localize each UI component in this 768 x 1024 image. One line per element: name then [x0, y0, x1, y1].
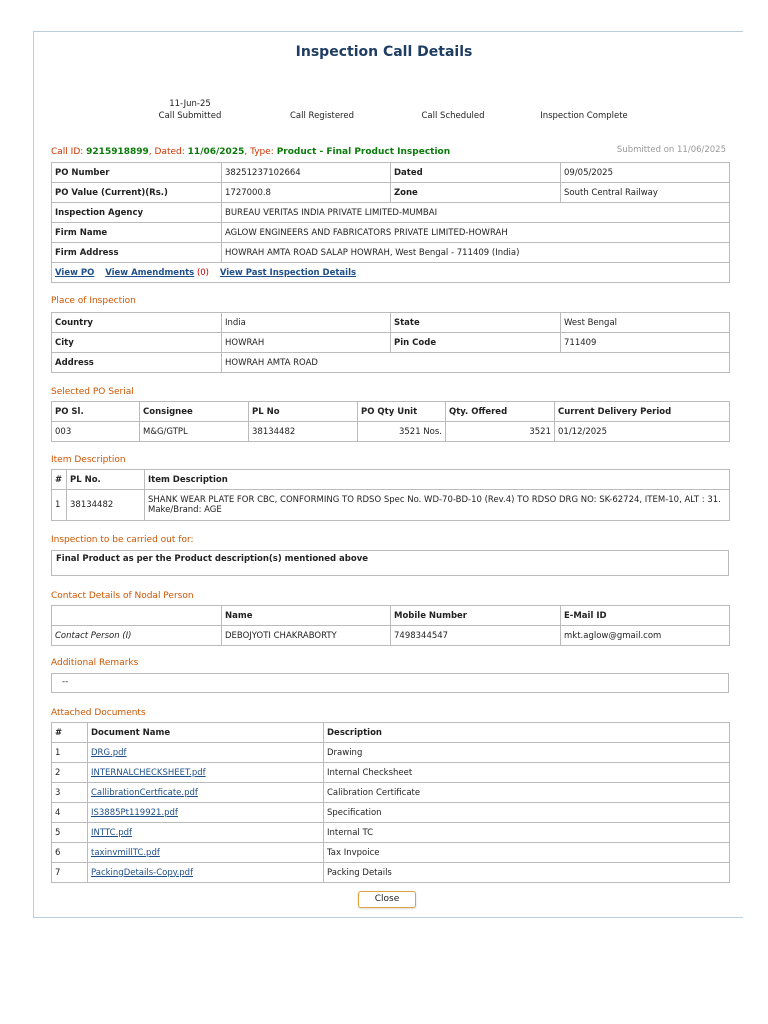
col-header: # — [52, 470, 67, 490]
doc-cell — [88, 843, 324, 863]
inspection-section-title: Inspection to be carried out for: — [51, 535, 194, 545]
doc-description: Specification — [324, 803, 730, 823]
close-button[interactable]: Close — [358, 891, 416, 908]
step-label: Call Scheduled — [421, 111, 485, 121]
step-date: 11-Jun-25 — [169, 99, 211, 109]
col-header: Qty. Offered — [446, 402, 555, 422]
step-date — [524, 99, 644, 111]
city: HOWRAH — [222, 333, 391, 353]
table-row — [52, 263, 730, 283]
contact-email: mkt.aglow@gmail.com — [561, 626, 730, 646]
po-value-label: PO Value (Current)(Rs.) — [52, 183, 222, 203]
po-sl: 003 — [52, 422, 140, 442]
item-pl-no: 38134482 — [67, 490, 145, 521]
doc-description: Internal TC — [324, 823, 730, 843]
table-row — [52, 223, 730, 243]
pin-label: Pin Code — [391, 333, 561, 353]
doc-index: 2 — [52, 763, 88, 783]
document-link[interactable]: INTTC.pdf — [91, 827, 133, 838]
col-header: Description — [324, 723, 730, 743]
remarks-section-title: Additional Remarks — [51, 658, 139, 668]
doc-cell — [88, 863, 324, 883]
submitted-on: Submitted on 11/06/2025 — [616, 145, 726, 155]
view-amendments-link[interactable]: View Amendments — [105, 267, 195, 278]
po-serial-table — [51, 401, 730, 442]
view-past-inspection-link[interactable]: View Past Inspection Details — [219, 267, 357, 278]
doc-index: 6 — [52, 843, 88, 863]
delivery-period: 01/12/2025 — [555, 422, 730, 442]
col-header: Document Name — [88, 723, 324, 743]
qty-offered: 3521 — [446, 422, 555, 442]
table-row — [52, 353, 730, 373]
agency-label: Inspection Agency — [52, 203, 222, 223]
doc-cell — [88, 783, 324, 803]
place-section-title: Place of Inspection — [51, 296, 136, 306]
col-header — [52, 606, 222, 626]
table-header-row — [52, 723, 730, 743]
table-row — [52, 823, 730, 843]
document-link[interactable]: INTERNALCHECKSHEET.pdf — [91, 767, 206, 778]
call-id: 9215918899 — [86, 147, 149, 157]
doc-cell — [88, 803, 324, 823]
contact-section-title: Contact Details of Nodal Person — [51, 591, 194, 601]
call-type-label: Type: — [250, 147, 274, 157]
documents-table — [51, 722, 730, 883]
step-call-registered — [262, 99, 382, 121]
doc-index: 1 — [52, 743, 88, 763]
call-type: Product - Final Product Inspection — [276, 147, 451, 157]
doc-index: 3 — [52, 783, 88, 803]
table-row — [52, 333, 730, 353]
zone: South Central Railway — [561, 183, 730, 203]
call-id-label: Call ID: — [51, 147, 84, 157]
state-label: State — [391, 313, 561, 333]
step-date — [262, 99, 382, 111]
remarks-text: -- — [51, 673, 729, 693]
po-dated-label: Dated — [391, 163, 561, 183]
doc-cell — [88, 823, 324, 843]
contact-mobile: 7498344547 — [391, 626, 561, 646]
consignee: M&G/GTPL — [140, 422, 249, 442]
contact-table — [51, 605, 730, 646]
col-header: Name — [222, 606, 391, 626]
table-header-row — [52, 606, 730, 626]
po-value: 1727000.8 — [222, 183, 391, 203]
item-description: SHANK WEAR PLATE FOR CBC, CONFORMING TO RDSO Spec No. WD-70-BD-10 (Rev.4) TO RDSO DRG NO: SK-62724, ITEM-10, ALT : 31. Make/Brand: AGE — [145, 490, 730, 521]
call-dated-label: Dated: — [154, 147, 185, 157]
step-call-submitted — [130, 99, 250, 121]
serial-section-title: Selected PO Serial — [51, 387, 134, 397]
place-table — [51, 312, 730, 373]
page-title: Inspection Call Details — [295, 44, 473, 60]
document-link[interactable]: PackingDetails-Copy.pdf — [91, 867, 194, 878]
firm-name-label: Firm Name — [52, 223, 222, 243]
table-row — [52, 743, 730, 763]
zone-label: Zone — [391, 183, 561, 203]
step-call-scheduled — [393, 99, 513, 121]
firm-address-label: Firm Address — [52, 243, 222, 263]
step-inspection-complete — [524, 99, 644, 121]
status-tracker — [0, 99, 768, 129]
address: HOWRAH AMTA ROAD — [222, 353, 730, 373]
table-header-row — [52, 402, 730, 422]
document-link[interactable]: CallibrationCertficate.pdf — [91, 787, 198, 798]
table-row — [52, 203, 730, 223]
col-header: Current Delivery Period — [555, 402, 730, 422]
country-label: Country — [52, 313, 222, 333]
table-row — [52, 243, 730, 263]
table-row — [52, 313, 730, 333]
po-number-label: PO Number — [52, 163, 222, 183]
step-label: Inspection Complete — [540, 111, 628, 121]
item-section-title: Item Description — [51, 455, 126, 465]
call-dated: 11/06/2025 — [187, 147, 245, 157]
col-header: Mobile Number — [391, 606, 561, 626]
document-link[interactable]: IS3885Pt119921.pdf — [91, 807, 178, 818]
table-row — [52, 163, 730, 183]
table-row — [52, 490, 730, 521]
po-links-cell — [52, 263, 730, 283]
country: India — [222, 313, 391, 333]
doc-index: 7 — [52, 863, 88, 883]
amendments-count: (0) — [196, 267, 209, 278]
contact-role: Contact Person (I) — [52, 626, 222, 646]
doc-index: 4 — [52, 803, 88, 823]
item-table — [51, 469, 730, 521]
state: West Bengal — [561, 313, 730, 333]
col-header: PL No. — [67, 470, 145, 490]
step-date — [393, 99, 513, 111]
doc-description: Calibration Certificate — [324, 783, 730, 803]
doc-description: Packing Details — [324, 863, 730, 883]
agency: BUREAU VERITAS INDIA PRIVATE LIMITED-MUMBAI — [222, 203, 730, 223]
table-row — [52, 626, 730, 646]
doc-cell — [88, 763, 324, 783]
po-number: 38251237102664 — [222, 163, 391, 183]
table-row — [52, 763, 730, 783]
col-header: # — [52, 723, 88, 743]
doc-description: Internal Checksheet — [324, 763, 730, 783]
firm-name: AGLOW ENGINEERS AND FABRICATORS PRIVATE LIMITED-HOWRAH — [222, 223, 730, 243]
pin: 711409 — [561, 333, 730, 353]
col-header: Consignee — [140, 402, 249, 422]
item-index: 1 — [52, 490, 67, 521]
inspection-scope: Final Product as per the Product description(s) mentioned above — [51, 550, 729, 576]
address-label: Address — [52, 353, 222, 373]
col-header: PO Sl. — [52, 402, 140, 422]
table-row — [52, 422, 730, 442]
pl-no: 38134482 — [249, 422, 358, 442]
docs-section-title: Attached Documents — [51, 708, 146, 718]
doc-description: Tax Invpoice — [324, 843, 730, 863]
document-link[interactable]: taxinvmillTC.pdf — [91, 847, 160, 858]
doc-index: 5 — [52, 823, 88, 843]
contact-name: DEBOJYOTI CHAKRABORTY — [222, 626, 391, 646]
table-header-row — [52, 470, 730, 490]
doc-cell — [88, 743, 324, 763]
call-summary: Call ID: 9215918899, Dated: 11/06/2025, Type: Product - Final Product Inspection — [51, 147, 451, 157]
col-header: E-Mail ID — [561, 606, 730, 626]
table-row — [52, 783, 730, 803]
col-header: Item Description — [145, 470, 730, 490]
firm-address: HOWRAH AMTA ROAD SALAP HOWRAH, West Bengal - 711409 (India) — [222, 243, 730, 263]
doc-description: Drawing — [324, 743, 730, 763]
table-row — [52, 803, 730, 823]
document-link[interactable]: DRG.pdf — [91, 747, 127, 758]
table-row — [52, 183, 730, 203]
col-header: PL No — [249, 402, 358, 422]
step-label: Call Submitted — [158, 111, 222, 121]
table-row — [52, 863, 730, 883]
step-label: Call Registered — [289, 111, 354, 121]
table-row — [52, 843, 730, 863]
col-header: PO Qty Unit — [358, 402, 446, 422]
po-qty-unit: 3521 Nos. — [358, 422, 446, 442]
po-details-table — [51, 162, 730, 283]
city-label: City — [52, 333, 222, 353]
po-dated: 09/05/2025 — [561, 163, 730, 183]
view-po-link[interactable]: View PO — [55, 267, 95, 278]
